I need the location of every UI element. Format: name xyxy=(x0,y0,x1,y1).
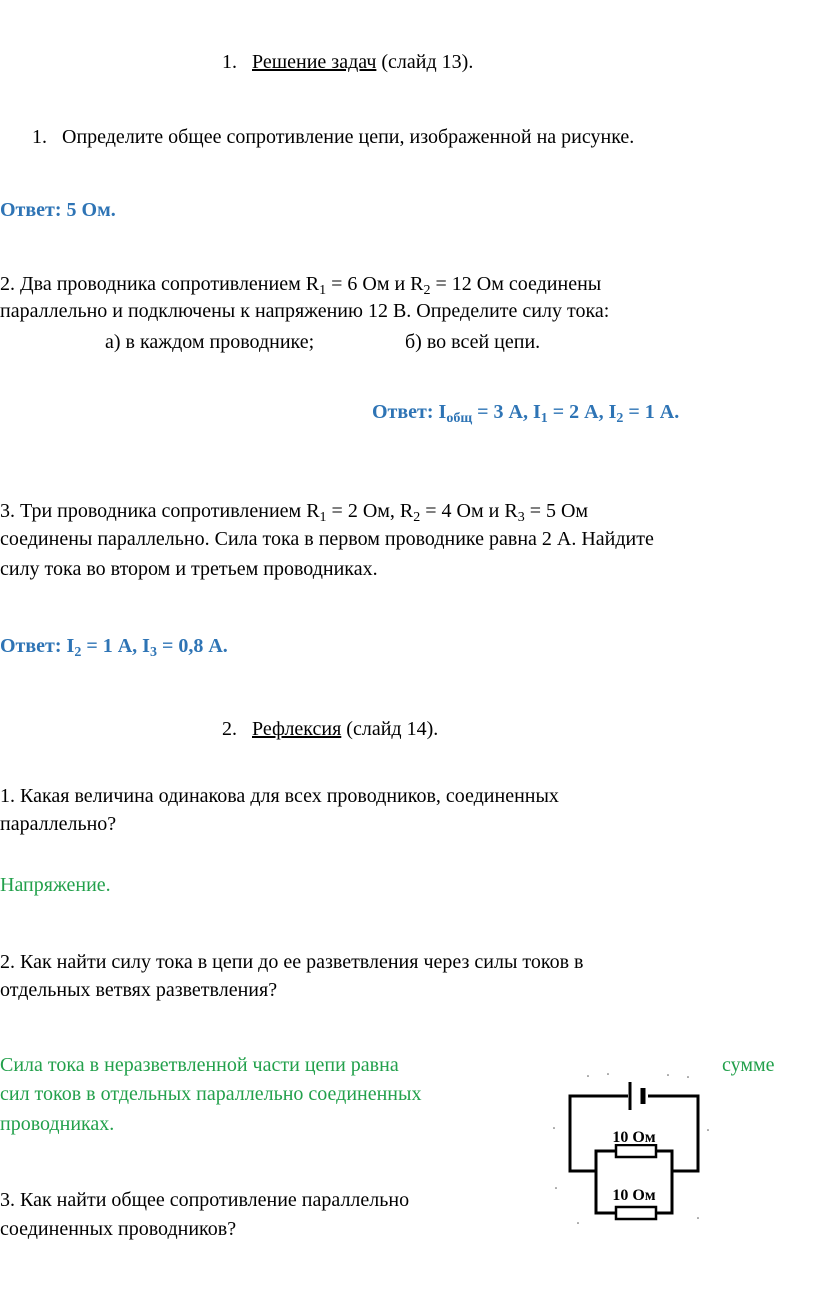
task-2-answer xyxy=(372,400,679,431)
text-part: = 0,8 А. xyxy=(156,635,228,657)
section-heading-2 xyxy=(222,717,438,741)
section-suffix: (слайд 13). xyxy=(381,51,474,73)
subscript: 2 xyxy=(423,283,431,298)
resistor-2 xyxy=(616,1207,656,1219)
text-part: = 4 Ом и R xyxy=(420,500,518,522)
resistor-1-label: 10 Ом xyxy=(612,1129,656,1146)
question-2-answer-line-1: Сила тока в неразветвленной части цепи равна xyxy=(0,1054,399,1076)
text-part: = 5 Ом xyxy=(524,500,589,522)
task-text: Определите общее сопротивление цепи, изображенной на рисунке. xyxy=(62,126,635,148)
question-2-answer-line-2: сил токов в отдельных параллельно соединенных xyxy=(0,1083,422,1105)
resistor-2-label: 10 Ом xyxy=(612,1187,656,1204)
text-part: = 3 А, I xyxy=(472,401,541,423)
text-part: Ответ: I xyxy=(0,635,75,657)
text-part: = 2 А, I xyxy=(547,401,617,423)
task-3-line-2: соединены параллельно. Сила тока в первом проводнике равна 2 А. Найдите xyxy=(0,528,654,550)
subscript: 2 xyxy=(413,510,421,525)
subscript: общ xyxy=(446,411,473,426)
task-3-line-3: силу тока во втором и третьем проводниках. xyxy=(0,558,378,580)
question-1-line-1: 1. Какая величина одинакова для всех проводников, соединенных xyxy=(0,785,559,807)
task-1-answer: Ответ: 5 Ом. xyxy=(0,199,116,221)
text-part: = 2 Ом, R xyxy=(326,500,414,522)
text-part: 3. Три проводника сопротивлением R xyxy=(0,500,320,522)
section-suffix: (слайд 14). xyxy=(346,718,439,740)
text-part: = 1 А. xyxy=(623,401,680,423)
text-part: 2. Два проводника сопротивлением R xyxy=(0,273,320,295)
question-2-answer-line-1-end: сумме xyxy=(722,1054,775,1076)
task-number: 1. xyxy=(32,126,47,148)
question-2-line-2: отдельных ветвях разветвления? xyxy=(0,979,278,1001)
text-part: Ответ: I xyxy=(372,401,447,423)
section-heading-1 xyxy=(222,50,473,74)
task-3-answer xyxy=(0,634,228,665)
question-2-line-1: 2. Как найти силу тока в цепи до ее разветвления через силы токов в xyxy=(0,951,584,973)
resistor-1 xyxy=(616,1145,656,1157)
section-number: 2. xyxy=(222,718,237,740)
question-1-answer: Напряжение. xyxy=(0,874,111,896)
subscript: 2 xyxy=(74,645,82,660)
task-1-question xyxy=(32,125,634,149)
section-number: 1. xyxy=(222,51,237,73)
question-2-answer-line-3: проводниках. xyxy=(0,1113,115,1135)
question-3-line-2: соединенных проводников? xyxy=(0,1218,237,1240)
question-1-line-2: параллельно? xyxy=(0,813,117,835)
task-2-line-2: параллельно и подключены к напряжению 12 В. Определите силу тока: xyxy=(0,300,610,322)
subscript: 3 xyxy=(517,510,525,525)
text-part: = 1 А, I xyxy=(81,635,150,657)
circuit-diagram xyxy=(548,1068,718,1228)
subscript: 1 xyxy=(319,510,327,525)
subscript: 3 xyxy=(149,645,157,660)
text-part: = 6 Ом и R xyxy=(326,273,424,295)
question-3-line-1: 3. Как найти общее сопротивление параллельно xyxy=(0,1189,410,1211)
subscript: 1 xyxy=(540,411,548,426)
section-title: Решение задач xyxy=(252,51,377,73)
subscript: 1 xyxy=(319,283,327,298)
text-part: = 12 Ом соединены xyxy=(430,273,602,295)
section-title: Рефлексия xyxy=(252,718,342,740)
task-2-option-a: а) в каждом проводнике; xyxy=(105,331,315,353)
subscript: 2 xyxy=(616,411,624,426)
task-2-option-b: б) во всей цепи. xyxy=(405,331,541,353)
task-3-line-1 xyxy=(0,499,588,530)
